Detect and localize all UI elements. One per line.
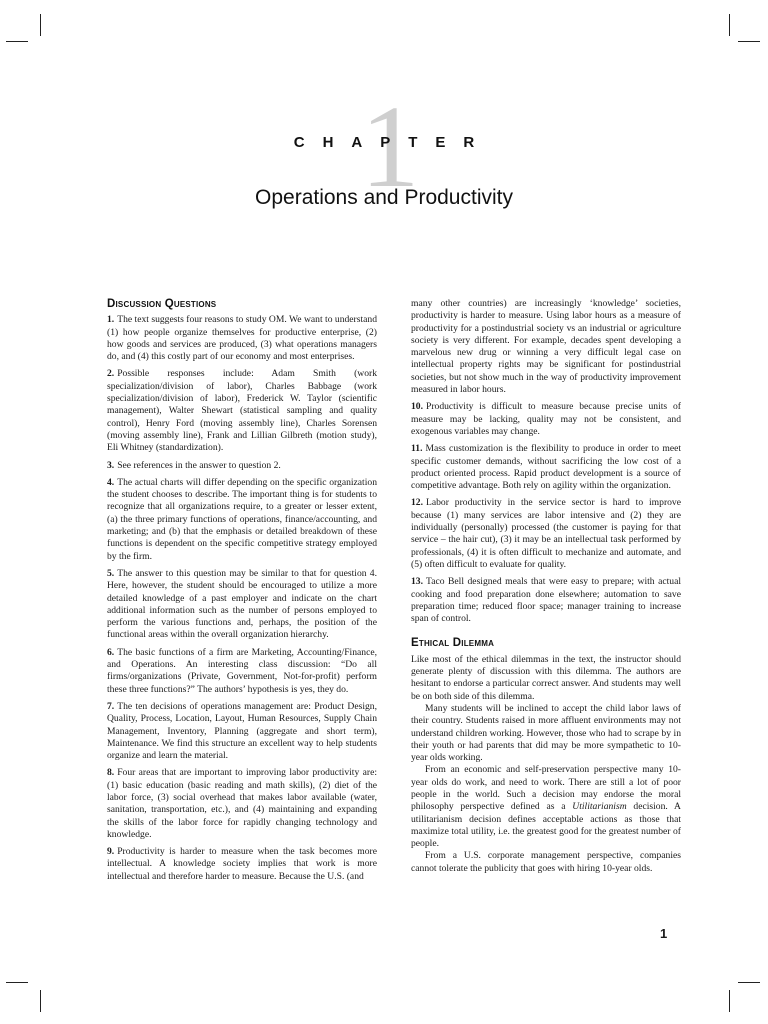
question-text: Four areas that are important to improving labor productivity are: (1) basic education (basic reading and math skills), (2) diet of the labor force, (3) social overhead that makes labor available (water, sanitation, transportation, etc.), and (4) maintaining and expanding the skills of the labor force for rapidly changing technology and knowledge. <box>107 767 377 840</box>
question-number: 13. <box>411 576 423 588</box>
question-number: 8. <box>107 767 115 779</box>
discussion-heading: Discussion Questions <box>107 298 217 310</box>
ethical-heading: Ethical Dilemma <box>411 637 495 650</box>
crop-mark <box>40 990 41 1012</box>
page-number: 1 <box>660 926 668 941</box>
question-item <box>107 701 377 762</box>
question-item <box>107 568 377 642</box>
question-text: The answer to this question may be similar to that for question 4. Here, however, the student should be encouraged to utilize a more detailed knowledge of a past employer and indicate on the chart additional information such as the number of persons employed to perform the various functions and, perhaps, the position of the functional areas within the overall organization hierarchy. <box>107 567 377 641</box>
right-column <box>411 298 681 875</box>
question-item <box>107 314 377 363</box>
question-text: The basic functions of a firm are Marketing, Accounting/Finance, and Operations. An interesting class discussion: “Do all firms/organizations (Private, Government, Not-for-profit) perform these three functions?” The authors’ hypothesis is yes, they do. <box>107 646 377 695</box>
question-text: See references in the answer to question 2. <box>117 459 281 471</box>
question-text: The text suggests four reasons to study OM. We want to understand (1) how people organize themselves for productive enterprise, (2) how goods and services are produced, (3) what operations managers do, and (4) this costly part of our economy and most enterprises. <box>107 314 377 363</box>
crop-mark <box>729 14 730 36</box>
discussion-list-continued <box>411 401 681 625</box>
crop-mark <box>40 14 41 36</box>
crop-mark <box>6 41 28 42</box>
question-item <box>107 767 377 841</box>
question-text: Possible responses include: Adam Smith (work specialization/division of labor), Charles Babbage (work specialization/division of labor), Frederick W. Taylor (scientific management), Walter Shewart (statistical sampling and quality control), Henry Ford (moving assembly line), Charles Sorensen (moving assembly line), Frank and Lillian Gilbreth (motion study), Eli Whitney (standardization). <box>107 368 377 454</box>
chapter-title: Operations and Productivity <box>255 186 513 209</box>
question-text: The ten decisions of operations management are: Product Design, Quality, Process, Location, Layout, Human Resources, Supply Chain Management, Inventory, Planning (aggregate and short term), Maintenance. We find this structure an excellent way to help students organize and learn the material. <box>107 700 377 762</box>
question-item <box>411 576 681 625</box>
question-number: 12. <box>411 497 423 509</box>
question-item <box>107 647 377 696</box>
ethical-paragraph: Like most of the ethical dilemmas in the text, the instructor should generate plenty of discussion with this dilemma. The authors are hesitant to endorse a particular correct answer. And students may well be on both side of this dilemma. <box>411 653 681 702</box>
question-number: 9. <box>107 846 115 858</box>
question-number: 5. <box>107 567 115 579</box>
discussion-list <box>107 314 377 883</box>
question-text: The actual charts will differ depending on the specific organization the student chooses to describe. The important thing is for students to recognize that all organizations require, to a greater or lesser extent, (a) the three primary functions of operations, finance/accounting, and marketing; and (b) that the emphasis or detailed breakdown of these functions is dependent on the specific competitive strategy employed by the firm. <box>107 476 377 562</box>
question-item <box>411 497 681 571</box>
question-text: Taco Bell designed meals that were easy to prepare; with actual cooking and food preparation done elsewhere; automation to save preparation time; reduced floor space; manager training to increase span of control. <box>411 576 681 625</box>
chapter-label: CHAPTER <box>293 134 493 151</box>
question-text: Productivity is difficult to measure because precise units of measure may be lacking, quality may not be consistent, and exogenous variables may change. <box>411 401 681 437</box>
question-number: 3. <box>107 459 115 471</box>
question-text: Mass customization is the flexibility to produce in order to meet specific customer demands, without sacrificing the low cost of a product oriented process. Rapid product development is a source of competitive advantage. Both rely on agility within the organization. <box>411 443 681 492</box>
question-number: 11. <box>411 443 423 455</box>
crop-mark <box>738 982 760 983</box>
question-number: 2. <box>107 368 115 380</box>
question-text: Labor productivity in the service sector is hard to improve because (1) many services are labor intensive and (2) they are individually (personally) processed (the customer is paying for that service – the hair cut), (3) it may be an intellectual task performed by professionals, (4) it is often difficult to mechanize and automate, and (5) often difficult to evaluate for quality. <box>411 497 681 570</box>
left-column <box>107 298 377 888</box>
ethical-paragraph: From an economic and self-preservation perspective many 10-year olds do work, and need to work. There are still a lot of poor people in the world. Such a decision may endorse the moral philosophy perspective defined as a Utilitarianism decision. A utilitarianism decision defines acceptable actions as those that maximize total utility, i.e. the greatest good for the greatest number of people. <box>411 764 681 850</box>
question-number: 6. <box>107 646 115 658</box>
ethical-paragraph: From a U.S. corporate management perspective, companies cannot tolerate the publicity that goes with hiring 10-year olds. <box>411 850 681 874</box>
question-number: 1. <box>107 314 115 326</box>
question-item <box>411 401 681 438</box>
question-item <box>411 443 681 492</box>
crop-mark <box>729 990 730 1012</box>
question-item <box>107 460 377 472</box>
question-item <box>107 477 377 563</box>
question-item <box>107 846 377 883</box>
question-item <box>107 368 377 454</box>
question-text: Productivity is harder to measure when the task becomes more intellectual. A knowledge society implies that work is more intellectual and therefore harder to measure. Because the U.S. (and <box>107 846 377 882</box>
chapter-number: 1 <box>360 81 420 212</box>
question-number: 10. <box>411 401 423 413</box>
crop-mark <box>6 982 28 983</box>
question-number: 4. <box>107 476 115 488</box>
question-number: 7. <box>107 700 115 712</box>
ethical-paragraph: Many students will be inclined to accept the child labor laws of their country. Students raised in more affluent environments may not understand children working. However, those who had to scrape by in their youth or had parents that did may be more sympathetic to 10-year olds working. <box>411 702 681 764</box>
continued-paragraph: many other countries) are increasingly ‘knowledge’ societies, productivity is harder to measure. Using labor hours as a measure of productivity for a postindustrial society vs an industrial or agriculture society is very different. For example, decades spent developing a marvelous new drug or winning a very difficult legal case on intellectual property rights may be significant for postindustrial societies, but not show much in the way of productivity improvement measured in labor hours. <box>411 298 681 396</box>
crop-mark <box>738 41 760 42</box>
